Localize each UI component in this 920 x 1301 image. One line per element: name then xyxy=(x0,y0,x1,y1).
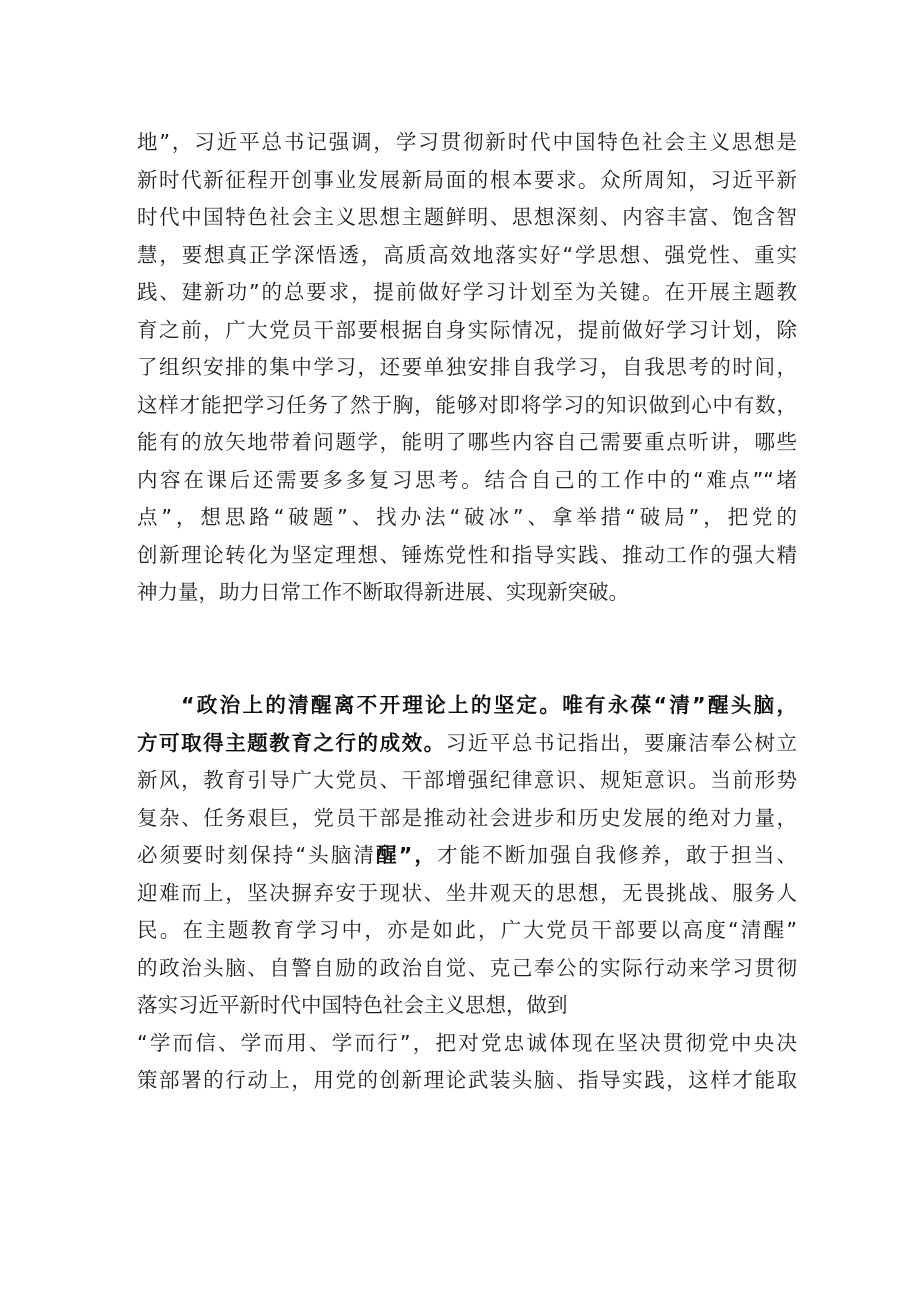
text-line: 落实习近平新时代中国特色社会主义思想，做到 xyxy=(137,993,568,1017)
text-run: 必须要时刻保持“头脑清 xyxy=(137,843,377,867)
text-line: 时代中国特色社会主义思想主题鲜明、思想深刻、内容丰富、饱含智 xyxy=(137,205,797,229)
text-line: 慧，要想真正学深悟透，高质高效地落实好“学思想、强党性、重实 xyxy=(137,242,797,267)
text-line xyxy=(137,837,797,875)
text-line xyxy=(137,725,797,763)
paragraph-study-plan xyxy=(137,124,797,612)
text-line: 的政治头脑、自警自励的政治自觉、克己奉公的实际行动来学习贯彻 xyxy=(137,955,797,980)
text-line: 点”，想思路“破题”、找办法“破冰”、拿举措“破局”，把党的 xyxy=(137,505,797,529)
text-line: 地”，习近平总书记强调，学习贯彻新时代中国特色社会主义思想是 xyxy=(137,130,797,154)
text-line: “学而信、学而用、学而行”，把对党忠诚体现在坚决贯彻党中央决 xyxy=(137,1030,797,1055)
text-line: 能有的放矢地带着问题学，能明了哪些内容自己需要重点听讲，哪些 xyxy=(137,430,797,454)
text-line: 策部署的行动上，用党的创新理论武装头脑、指导实践，这样才能取 xyxy=(137,1068,797,1092)
text-line: 民。在主题教育学习中，亦是如此，广大党员干部要以高度“清醒” xyxy=(137,918,797,942)
text-run: 才能不断加强自我修养，敢于担当、 xyxy=(437,843,798,867)
text-line: 新风，教育引导广大党员、干部增强纪律意识、规矩意识。当前形势 xyxy=(137,768,797,792)
text-line: 践、建新功”的总要求，提前做好学习计划至为关键。在开展主题教 xyxy=(137,280,797,304)
paragraph-heading-continuation: 方可取得主题教育之行的成效。 xyxy=(137,730,446,755)
text-run: 习近平总书记指出，要廉洁奉公树立 xyxy=(445,730,798,755)
text-line: 复杂、任务艰巨，党员干部是推动社会进步和历史发展的绝对力量， xyxy=(137,805,797,830)
text-line: 内容在课后还需要多多复习思考。结合自己的工作中的“难点”“堵 xyxy=(137,467,797,492)
paragraph-heading-line: “政治上的清醒离不开理论上的坚定。唯有永葆“清”醒头脑， xyxy=(181,693,797,717)
text-line: 育之前，广大党员干部要根据自身实际情况，提前做好学习计划，除 xyxy=(137,317,797,342)
bold-text-run: 醒”， xyxy=(376,843,437,867)
text-line: 创新理论转化为坚定理想、锤炼党性和指导实践、推动工作的强大精 xyxy=(137,542,797,567)
text-line: 了组织安排的集中学习，还要单独安排自我学习，自我思考的时间， xyxy=(137,355,797,379)
text-line: 迎难而上，坚决摒弃安于现状、坐井观天的思想，无畏挑战、服务人 xyxy=(137,880,797,905)
text-line: 这样才能把学习任务了然于胸，能够对即将学习的知识做到心中有数， xyxy=(137,392,797,417)
text-line: 神力量，助力日常工作不断取得新进展、实现新突破。 xyxy=(137,580,629,604)
paragraph-political-sobriety xyxy=(137,687,797,1100)
text-line: 新时代新征程开创事业发展新局面的根本要求。众所周知，习近平新 xyxy=(137,167,797,192)
